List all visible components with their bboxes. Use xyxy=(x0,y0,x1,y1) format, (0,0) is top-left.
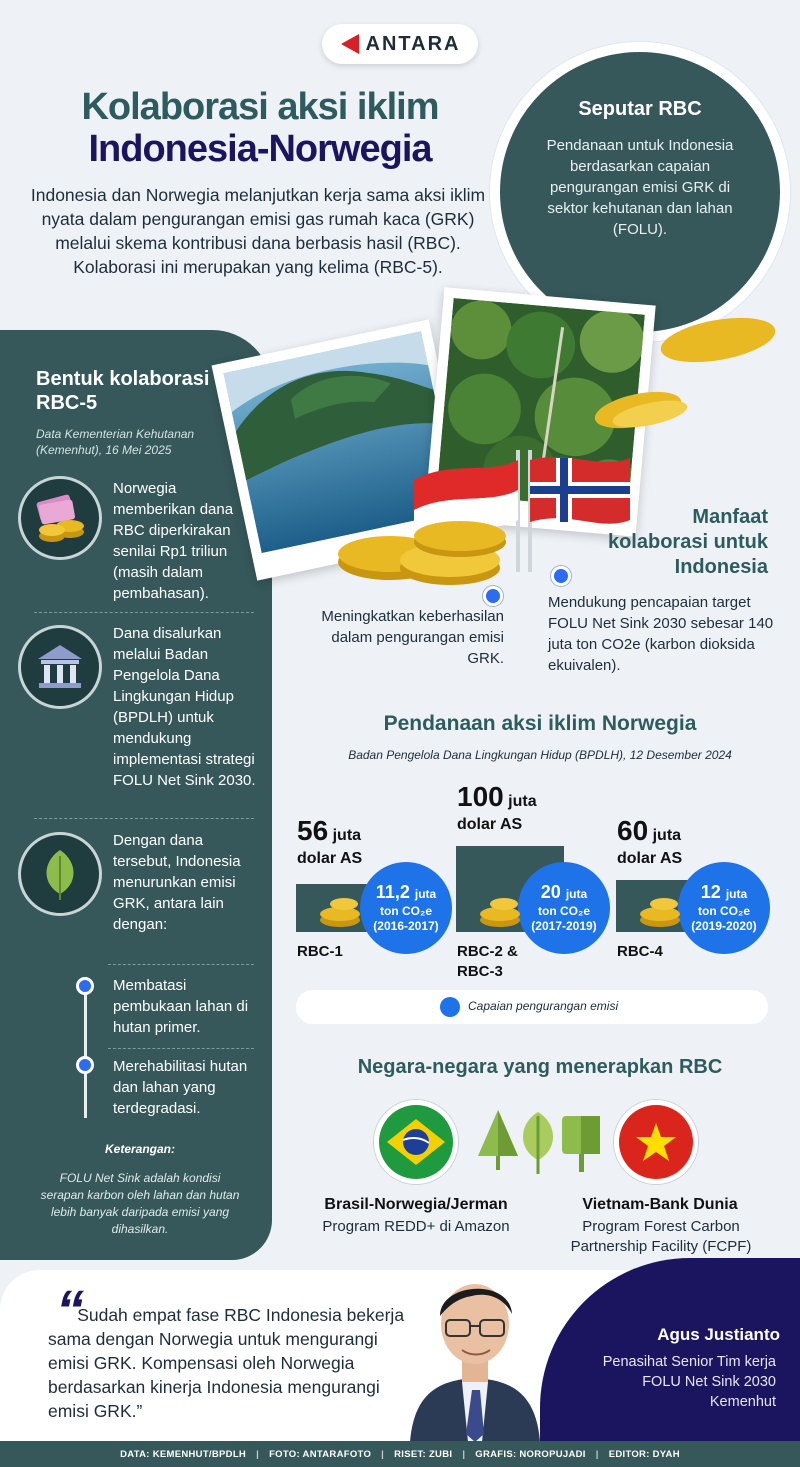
credit-grafis: GRAFIS: NOROPUJADI xyxy=(475,1448,586,1460)
vietnam-flag-icon xyxy=(614,1100,698,1184)
benefit-dot-1 xyxy=(483,586,503,606)
keterangan-title: Keterangan: xyxy=(104,1142,175,1156)
divider xyxy=(34,612,254,613)
timeline-line xyxy=(84,986,87,1118)
reduction-circle-rbc-1: 11,2 juta ton CO₂e (2016-2017) xyxy=(360,862,452,954)
page-title-line2: Indonesia-Norwegia xyxy=(88,128,432,170)
bar-label-rbc-1: RBC-1 xyxy=(297,943,343,960)
legend-label: Capaian pengurangan emisi xyxy=(468,999,619,1013)
rbc-info-title: Seputar RBC xyxy=(578,98,702,120)
bentuk-item-2: Dana disalurkan melalui Badan Pengelola Dana Lingkungan Hidup (BPDLH) untuk mendukung implementasi strategi FOLU Net Sink 2030. xyxy=(113,625,256,789)
bank-building-icon xyxy=(18,625,102,709)
keterangan-text: FOLU Net Sink adalah kondisi serapan karbon oleh lahan dan hutan lebih banyak daripada emisi yang dihasilkan. xyxy=(40,1171,240,1236)
benefit-1: Meningkatkan keberhasilan dalam pengurangan emisi GRK. xyxy=(321,608,504,667)
credit-foto: FOTO: ANTARAFOTO xyxy=(269,1448,372,1460)
divider xyxy=(108,1048,254,1049)
credits-footer: DATA: KEMENHUT/BPDLH | FOTO: ANTARAFOTO | RISET: ZUBI | GRAFIS: NOROPUJADI | EDITOR: DYAH xyxy=(0,1441,800,1467)
negara-title: Negara-negara yang menerapkan RBC xyxy=(357,1056,723,1078)
country-name-2: Vietnam-Bank Dunia xyxy=(582,1196,738,1213)
quote-mark-icon: “ xyxy=(56,1278,84,1341)
bentuk-title: Bentuk kolaborasi RBC-5 xyxy=(36,368,210,414)
manfaat-title: Manfaat kolaborasi untuk Indonesia xyxy=(607,506,768,578)
antara-mark-icon xyxy=(341,34,359,54)
amount-label: 56 juta dolar AS xyxy=(297,815,363,867)
benefit-dot-2 xyxy=(551,566,571,586)
timeline-dot xyxy=(76,1056,94,1074)
credit-riset: RISET: ZUBI xyxy=(394,1448,453,1460)
benefit-2: Mendukung pencapaian target FOLU Net Sink 2030 sebesar 140 juta ton CO2e (karbon dioksida ekuivalen). xyxy=(548,594,774,674)
bentuk-item-3: Dengan dana tersebut, Indonesia menurunkan emisi GRK, antara lain dengan: xyxy=(113,832,241,933)
pendanaan-title: Pendanaan aksi iklim Norwegia xyxy=(383,712,697,735)
country-name-1: Brasil-Norwegia/Jerman xyxy=(324,1196,508,1213)
reduction-circle-rbc-2-3: 20 juta ton CO₂e (2017-2019) xyxy=(518,862,610,954)
bentuk-source: Data Kementerian Kehutanan (Kemenhut), 16 Mei 2025 xyxy=(36,427,195,457)
coins-icon xyxy=(318,892,362,928)
person-role: Penasihat Senior Tim kerja FOLU Net Sink 2030 Kemenhut xyxy=(602,1354,776,1410)
rbc-info-text: Pendanaan untuk Indonesia berdasarkan capaian pengurangan emisi GRK di sektor kehutanan dan lahan (FOLU). xyxy=(546,137,734,238)
credit-data: DATA: KEMENHUT/BPDLH xyxy=(120,1448,247,1460)
money-coins-icon xyxy=(18,476,102,560)
coins-icon xyxy=(638,892,682,928)
timeline-dot xyxy=(76,977,94,995)
divider xyxy=(34,818,254,819)
page-title-line1: Kolaborasi aksi iklim xyxy=(81,86,439,128)
antara-logo xyxy=(322,24,478,64)
amount-label: 100 juta dolar AS xyxy=(457,781,537,833)
amount-label: 60 juta dolar AS xyxy=(617,815,683,867)
sub-item-2: Merehabilitasi hutan dan lahan yang terdegradasi. xyxy=(113,1058,248,1117)
sub-item-1: Membatasi pembukaan lahan di hutan primer. xyxy=(113,977,249,1036)
brazil-flag-icon xyxy=(374,1100,458,1184)
country-program-2: Program Forest Carbon Partnership Facility (FCPF) xyxy=(570,1218,752,1255)
bar-label-rbc-4: RBC-4 xyxy=(617,943,663,960)
left-panel xyxy=(0,330,272,1260)
credit-editor: EDITOR: DYAH xyxy=(608,1448,680,1460)
legend-dot xyxy=(440,997,460,1017)
person-portrait-icon xyxy=(400,1262,550,1442)
quote-text: Sudah empat fase RBC Indonesia bekerja sama dengan Norwegia untuk mengurangi emisi GRK. Kompensasi oleh Norwegia berdasarkan kinerja Indonesia mengurangi emisi GRK.” xyxy=(48,1305,405,1421)
leaf-icon xyxy=(18,832,102,916)
country-program-1: Program REDD+ di Amazon xyxy=(322,1218,510,1235)
person-name: Agus Justianto xyxy=(657,1325,780,1344)
divider xyxy=(108,964,254,965)
coins-icon xyxy=(478,892,522,928)
intro-paragraph: Indonesia dan Norwegia melanjutkan kerja sama aksi iklim nyata dalam pengurangan emisi gas rumah kaca (GRK) melalui skema kontribusi dana berbasis hasil (RBC). Kolaborasi ini merupakan yang kelima (RBC-5). xyxy=(30,185,486,277)
pendanaan-source: Badan Pengelola Dana Lingkungan Hidup (BPDLH), 12 Desember 2024 xyxy=(348,748,732,762)
reduction-circle-rbc-4: 12 juta ton CO₂e (2019-2020) xyxy=(678,862,770,954)
bar-label-rbc-2-3: RBC-2 & RBC-3 xyxy=(457,943,518,980)
trees-icon xyxy=(472,1106,608,1178)
bentuk-item-1: Norwegia memberikan dana RBC diperkirakan senilai Rp1 triliun (masih dalam pembahasan). xyxy=(113,480,234,602)
logo-text: ANTARA xyxy=(365,32,461,55)
